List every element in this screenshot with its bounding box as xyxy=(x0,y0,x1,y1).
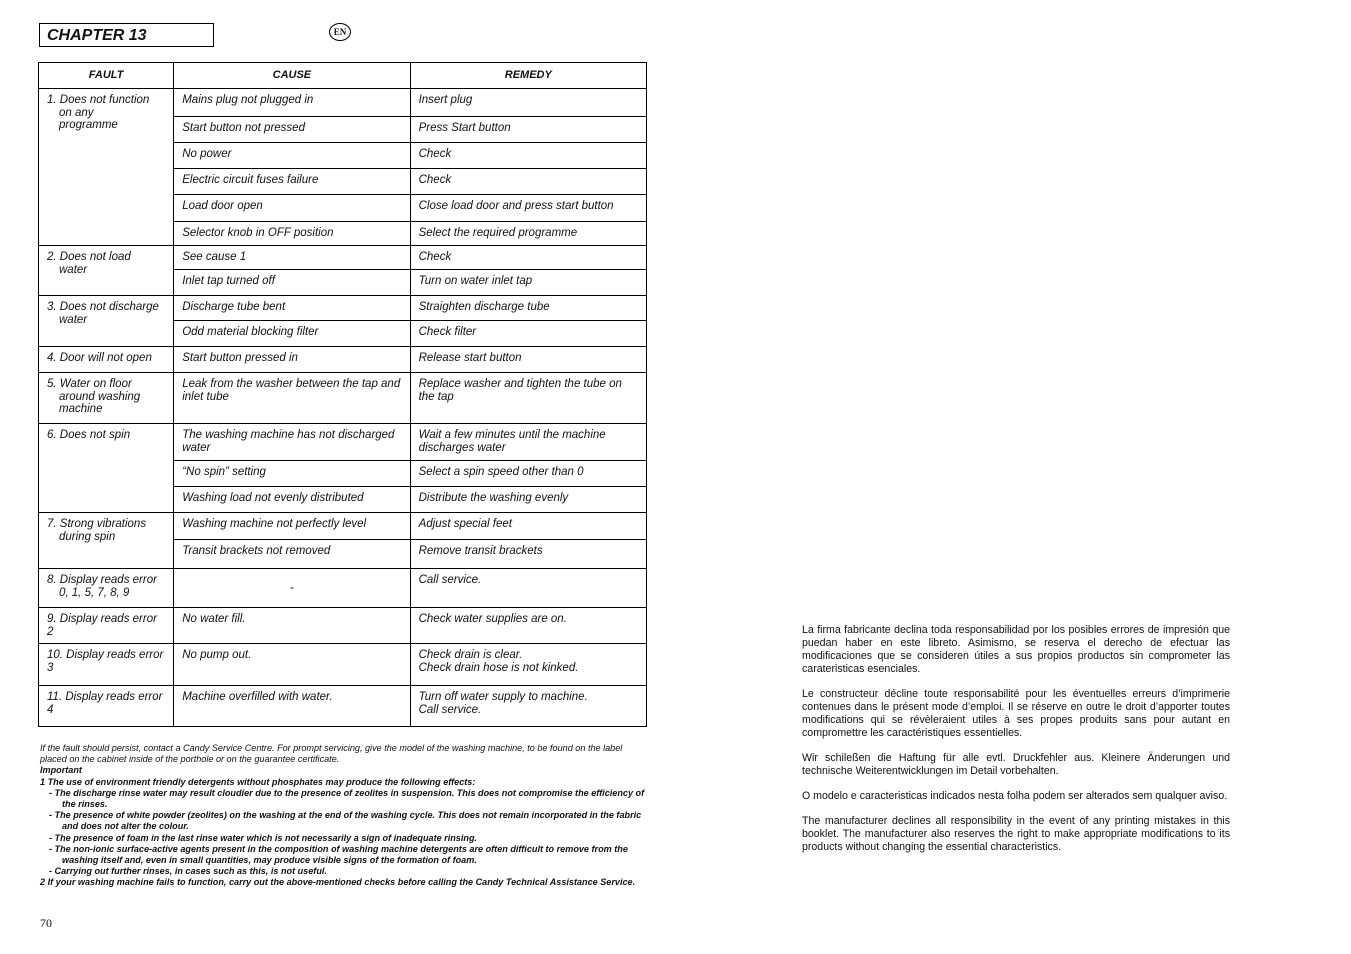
column-header-fault: FAULT xyxy=(39,63,174,89)
remedy-cell: Check xyxy=(410,246,646,270)
table-row xyxy=(39,513,647,540)
fault-label-continued: during spin xyxy=(59,530,116,543)
fault-label-continued: water xyxy=(59,313,88,326)
cause-cell: Mains plug not plugged in xyxy=(174,89,410,117)
table-row xyxy=(39,686,647,727)
footnote-bullet: - The discharge rinse water may result cloudier due to the presence of zeolites in suspension. This does not compromise the efficiency of the rinses. xyxy=(49,787,645,810)
footnote-point-2: 2 If your washing machine fails to function, carry out the above-mentioned checks before calling the Candy Technical Assistance Service. xyxy=(40,877,636,888)
fault-label-continued: water xyxy=(59,263,88,276)
remedy-cell: Straighten discharge tube xyxy=(410,296,646,321)
fault-label: 8. Display reads error xyxy=(47,574,157,586)
remedy-cell: Release start button xyxy=(410,347,646,373)
cause-cell: The washing machine has not discharged water xyxy=(174,424,410,461)
fault-cell xyxy=(39,686,174,727)
remedy-cell: Check xyxy=(410,169,646,195)
fault-label-continued: on any xyxy=(59,106,94,119)
footnote-bullet: - The presence of white powder (zeolites) on the washing at the end of the washing cycle. This does not remain incorporated in the fabric and does not alter the colour. xyxy=(49,810,642,832)
remedy-cell: Select the required programme xyxy=(410,222,646,246)
disclaimer-english: The manufacturer declines all responsibility in the event of any printing mistakes in this booklet. The manufacturer also reserves the right to make appropriate modifications to its products without changing the essential characteristics. xyxy=(802,815,1230,853)
disclaimer-spanish: La firma fabricante declina toda responsabilidad por los posibles errores de impresión que puedan haber en este libreto. Asimismo, se reserva el derecho de efectuar las modificaciones que se consideren útiles a sus propios productos sin comprometer las carateristicas esenciales. xyxy=(802,624,1230,675)
remedy-cell: Distribute the washing evenly xyxy=(410,487,646,513)
fault-label-continued: around washing xyxy=(59,390,141,403)
footnote-bullet: - The non-ionic surface-active agents present in the composition of washing machine detergents are often difficult to remove from the washing itself and, even in small quantities, may produce visible signs of the formation of foam. xyxy=(49,843,628,866)
fault-cell xyxy=(39,608,174,644)
cause-cell: Odd material blocking filter xyxy=(174,321,410,347)
footnote-bullet: - Carrying out further rinses, in cases such as this, is not useful. xyxy=(49,866,327,877)
remedy-cell: Press Start button xyxy=(410,117,646,143)
fault-label: 7. Strong vibrations xyxy=(47,518,147,530)
fault-cell xyxy=(39,513,174,569)
table-row xyxy=(39,569,647,608)
fault-cell xyxy=(39,373,174,424)
cause-cell: See cause 1 xyxy=(174,246,410,270)
cause-cell: Inlet tap turned off xyxy=(174,270,410,296)
table-row xyxy=(39,296,647,321)
footnote-important: Important xyxy=(40,765,82,776)
cause-cell: - xyxy=(174,569,410,608)
fault-cell xyxy=(39,424,174,513)
fault-label: 3. Does not discharge xyxy=(47,301,159,313)
fault-cell xyxy=(39,296,174,347)
table-row xyxy=(39,373,647,424)
remedy-cell: Turn off water supply to machine. Call service. xyxy=(410,686,646,727)
table-row xyxy=(39,89,647,117)
remedy-cell: Check water supplies are on. xyxy=(410,608,646,644)
table-row xyxy=(39,347,647,373)
table-row xyxy=(39,608,647,644)
language-badge: EN xyxy=(329,23,351,41)
cause-cell: No water fill. xyxy=(174,608,410,644)
fault-label-continued: machine xyxy=(59,403,103,415)
fault-cell xyxy=(39,89,174,246)
cause-cell: Washing machine not perfectly level xyxy=(174,513,410,540)
fault-label: 9. Display reads error 2 xyxy=(47,613,157,638)
fault-cell xyxy=(39,569,174,608)
fault-cell xyxy=(39,246,174,296)
cause-cell: Discharge tube bent xyxy=(174,296,410,321)
remedy-cell: Adjust special feet xyxy=(410,513,646,540)
remedy-cell: Select a spin speed other than 0 xyxy=(410,461,646,487)
disclaimer-german: Wir schileßen die Haftung für alle evtl. Druckfehler aus. Kleinere Änderungen und technische Weiterentwicklungen im Detail vorbehalten. xyxy=(802,752,1230,777)
fault-cell xyxy=(39,644,174,686)
table-row xyxy=(39,644,647,686)
fault-label: 4. Door will not open xyxy=(47,352,152,364)
remedy-cell: Wait a few minutes until the machine discharges water xyxy=(410,424,646,461)
column-header-cause: CAUSE xyxy=(174,63,410,89)
fault-label: 5. Water on floor xyxy=(47,378,132,390)
table-row xyxy=(39,246,647,270)
table-row xyxy=(39,424,647,461)
fault-cell xyxy=(39,347,174,373)
cause-cell: Electric circuit fuses failure xyxy=(174,169,410,195)
disclaimer-french: Le constructeur décline toute responsabilité pour les éventuelles erreurs d’imprimerie contenues dans le présent mode d’emploi. Il se réserve en outre le droit d’apporter toutes modifications qui se révèleraient utiles à ses propes produits sans pour autant en compromettre les caractéristiques essentielles. xyxy=(802,688,1230,739)
fault-label-continued: 0, 1, 5, 7, 8, 9 xyxy=(59,586,130,599)
cause-cell: Start button pressed in xyxy=(174,347,410,373)
fault-label: 2. Does not load xyxy=(47,251,131,263)
remedy-cell: Close load door and press start button xyxy=(410,195,646,222)
troubleshooting-table xyxy=(38,62,647,727)
remedy-cell: Remove transit brackets xyxy=(410,540,646,569)
fault-label: 1. Does not function xyxy=(47,94,150,106)
remedy-cell: Turn on water inlet tap xyxy=(410,270,646,296)
cause-cell: Leak from the washer between the tap and inlet tube xyxy=(174,373,410,424)
remedy-cell: Check xyxy=(410,143,646,169)
fault-label: 6. Does not spin xyxy=(47,429,131,441)
fault-label: 11. Display reads error 4 xyxy=(47,691,163,716)
cause-cell: Washing load not evenly distributed xyxy=(174,487,410,513)
column-header-remedy: REMEDY xyxy=(410,63,646,89)
fault-label: 10. Display reads error 3 xyxy=(47,649,164,674)
cause-cell: No power xyxy=(174,143,410,169)
remedy-cell: Check drain is clear. Check drain hose is not kinked. xyxy=(410,644,646,686)
disclaimer-portuguese: O modelo e caracteristicas indicados nesta folha podem ser alterados sem qualquer aviso. xyxy=(802,790,1228,802)
cause-cell: Load door open xyxy=(174,195,410,222)
cause-cell: No pump out. xyxy=(174,644,410,686)
cause-cell: Machine overfilled with water. xyxy=(174,686,410,727)
fault-label-continued: programme xyxy=(59,119,118,131)
cause-cell: “No spin” setting xyxy=(174,461,410,487)
table-header-row xyxy=(39,63,647,89)
chapter-title: CHAPTER 13 xyxy=(39,23,214,47)
page-number: 70 xyxy=(40,916,52,930)
remedy-cell: Insert plug xyxy=(410,89,646,117)
remedy-cell: Call service. xyxy=(410,569,646,608)
footnote-point-1: 1 The use of environment friendly detergents without phosphates may produce the following effects: xyxy=(40,776,476,787)
remedy-cell: Check filter xyxy=(410,321,646,347)
remedy-cell: Replace washer and tighten the tube on the tap xyxy=(410,373,646,424)
footnote-intro: If the fault should persist, contact a Candy Service Centre. For prompt servicing, give the model of the washing machine, to be found on the label placed on the cabinet inside of the porthole or on the guarantee certificate. xyxy=(40,743,623,765)
cause-cell: Transit brackets not removed xyxy=(174,540,410,569)
cause-cell: Selector knob in OFF position xyxy=(174,222,410,246)
cause-cell: Start button not pressed xyxy=(174,117,410,143)
footnotes xyxy=(40,743,646,889)
disclaimer-column xyxy=(802,624,1230,866)
footnote-bullet: - The presence of foam in the last rinse water which is not necessarily a sign of inadequate rinsing. xyxy=(49,832,478,843)
